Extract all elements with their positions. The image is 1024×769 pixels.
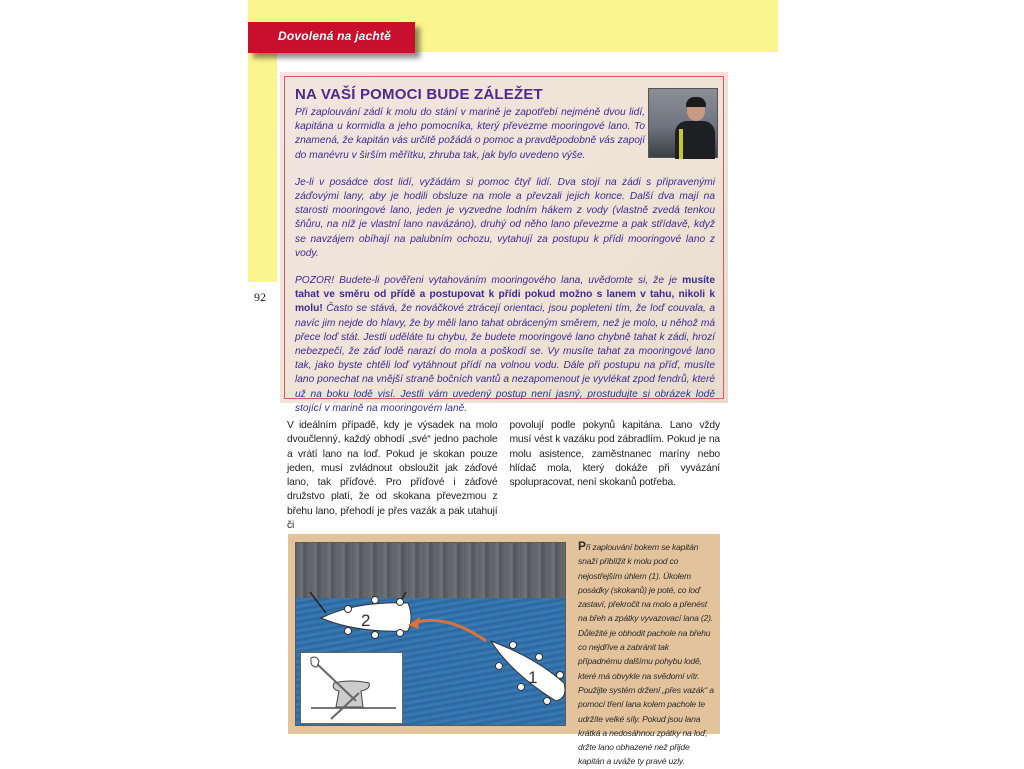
body-column-2: povolují podle pokynů kapitána. Lano vždy musí vést k vazáku pod zábradlím. Pokud je na molu asistence, zaměstnanec maríny nebo hlídač mola, který dokáže při vyvázání spolupracovat, není skokanů potřeba. — [509, 420, 720, 489]
warning-text-cont: Často se stává, že nováčkové ztrácejí orientaci, jsou popleteni tím, že loď couvala, a navíc jim nejde do hlavy, že by měli lano tahat obráceným směrem, než je molo, u něhož má přece loď stát. Jestli uděláte tu chybu, že budete mooringové lano chybně tahat k zádi, hrozí nebezpečí, že záď lodě narazí do mola a poškodí se. Vy musíte tahat za mooringové lano tak, jako byste chtěli loď vytáhnout přídí na volnou vodu. Dále při postupu na příď, musíte lano ponechat na vnější straně bočních vantů a nezapomenout je vyvlékat zpod fendrů, které už na boku lodě visí. Jestli vám uvedený postup není jasný, prostudujte si obrázek lodě stojící v marině na mooringovém laně. — [295, 303, 715, 414]
sailor-photo — [648, 88, 718, 158]
mooring-line-stern — [310, 592, 326, 613]
page-number: 92 — [254, 290, 266, 304]
sidebar-box — [280, 72, 728, 414]
box-paragraph-1: Při zaplouvání zádí k molu do stání v marině je zapotřebí nejméně dvou lidí, kapitána u kormidla a jeho pomocníka, který převezme mooringové lano. To znamená, že kapitán vás určitě požádá o pomoc a pravděpodobně vás zapojí do manévru v širším měřítku, zhruba tak, jak bylo uvedeno výše. — [295, 107, 645, 161]
boat-1-label: 1 — [528, 668, 538, 687]
figure-box — [288, 534, 720, 767]
body-text — [287, 419, 720, 533]
caption-text: ři zaplouvání bokem se kapitán snaží přiblížit k molu pod co nejostřejším úhlem (1). Úkolem posádky (skokanů) je poté, co loď zastaví, překročit na molo a přenést na břeh a zpátky vyvazovací lana (2). Důležité je obhodit pachole na břehu co nejdříve a zabránit tak případnému dalšímu pohybu lodě, které má obvykle na svědomí vítr. Použijte systém držení „přes vazák“ a pomocí tření lana kolem pachole te udržíte velké síly. Pokud jsou lana krátká a nedosáhnou zpátky na loď, držte lano obhazené než přijde kapitán a uváže ty pravé uzly. — [578, 542, 714, 767]
mooring-diagram — [295, 542, 566, 726]
section-title: Dovolená na jachtě — [278, 29, 391, 43]
figure-caption — [578, 539, 714, 769]
section-header — [248, 22, 415, 53]
body-column-1: V ideálním případě, kdy je výsadek na molo dvoučlenný, každý obhodí „své“ jedno pachole a vrátí lano na loď. Pokud je skokan pouze jeden, musí zvládnout obsloužit jak záďové lano, tak příďové. Pro příďové i záďové družstvo platí, že od skokana převezmou z břehu lano, přehodí je přes vazák a pak utahují či — [287, 420, 498, 532]
bollard-icon — [301, 653, 402, 723]
boat-2-label: 2 — [361, 611, 371, 630]
caption-dropcap: P — [578, 539, 586, 553]
box-paragraph-2: Je-li v posádce dost lidí, vyžádám si pomoc čtyř lidí. Dva stojí na zádi s připravenými záďovými lany, aby je hodili obsluze na mole a převzali jejich konce. Další dva mají na starosti mooringové lano, jeden je vyzvedne lodním hákem z vody (vlastně zvedá tenkou šňůru, na níž je vlastní lano navázáno), druhý od něho lano převezme a pak střídavě, když se navzájem obíhají na palubním ochozu, vytahují za postupu k přídi mooringové lano z vody. — [295, 176, 715, 259]
box-title: NA VAŠÍ POMOCI BUDE ZÁLEŽET — [295, 86, 543, 103]
box-paragraph-3 — [295, 274, 715, 416]
warning-text: POZOR! Budete-li pověřeni vytahováním mooringového lana, uvědomte si, že je — [295, 275, 683, 287]
warning-emphasis: musíte tahat ve směru od přídě a postupovat k přídi pokud možno s lanem v tahu, nikoli k molu! — [295, 275, 715, 315]
arrow — [414, 620, 486, 641]
bollard-illustration — [300, 652, 403, 724]
left-yellow-strip — [248, 52, 277, 282]
